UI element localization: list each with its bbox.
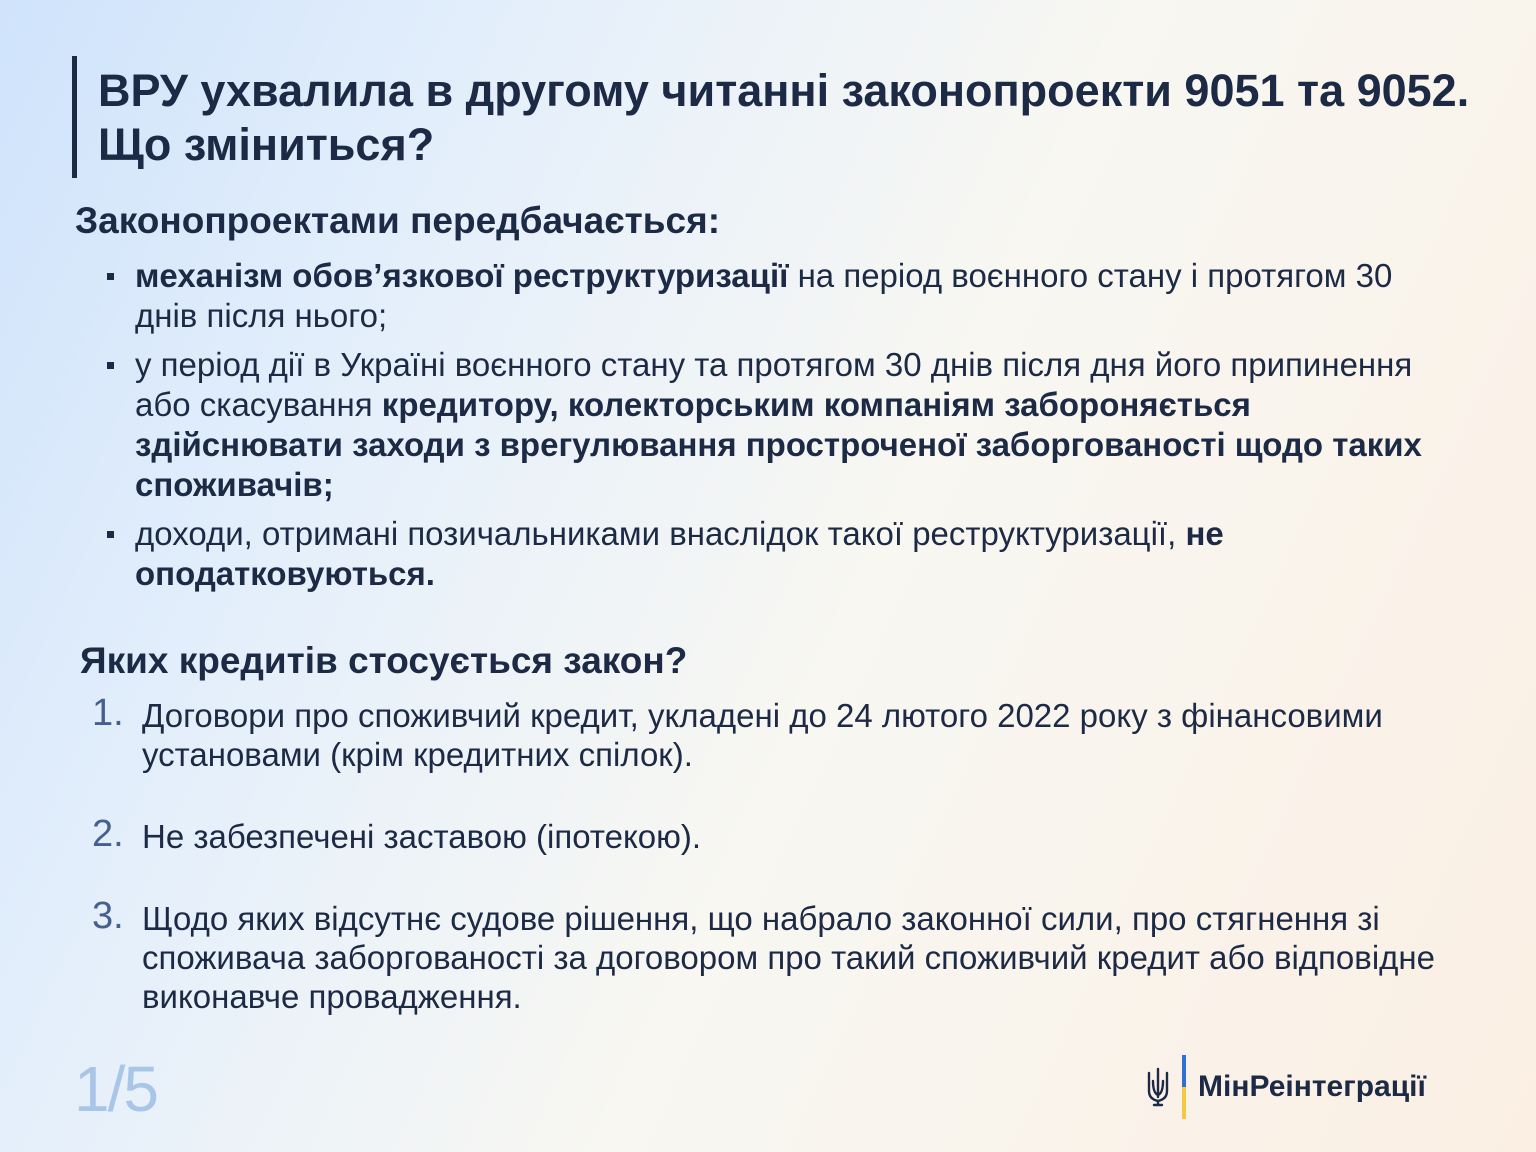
bullet-icon: [107, 273, 114, 280]
list-item: [100, 345, 1440, 505]
title-accent-bar: [72, 56, 77, 178]
page-title: ВРУ ухвалила в другому читанні законопроекти 9051 та 9052. Що зміниться?: [98, 65, 1470, 170]
trident-icon: [1144, 1067, 1172, 1107]
item-text: Щодо яких відсутнє судове рішення, що набрало законної сили, про стягнення зі споживача заборгованості за договором про такий споживчий кредит або відповідне виконавче провадження.: [142, 900, 1435, 1015]
ministry-logo: [1144, 1052, 1426, 1122]
flag-stripe: [1182, 1055, 1186, 1119]
item-number: 2.: [92, 813, 124, 855]
item-bold-text: не оподатковуються.: [135, 515, 1224, 592]
item-text: Не забезпечені заставою (іпотекою).: [142, 818, 702, 855]
page-indicator: 1/5: [74, 1053, 157, 1125]
item-text: на період воєнного стану і протягом 30 днів після нього;: [135, 257, 1393, 334]
item-text: доходи, отримані позичальниками внаслідок такої реструктуризації,: [135, 515, 1186, 552]
item-number: 1.: [92, 692, 124, 734]
list-item: [92, 692, 1452, 774]
item-text: Договори про споживчий кредит, укладені до 24 лютого 2022 року з фінансовими установами (крім кредитних спілок).: [142, 697, 1383, 773]
credits-list: [92, 692, 1452, 1016]
item-bold-text: механізм обов’язкової реструктуризації: [135, 257, 789, 294]
flag-yellow: [1182, 1087, 1186, 1119]
bullet-icon: [107, 531, 114, 538]
list-item: [100, 514, 1440, 594]
bullet-icon: [107, 362, 114, 369]
section-heading-credits: Яких кредитів стосується закон?: [80, 640, 688, 681]
item-text: у період дії в Україні воєнного стану та протягом 30 днів після дня його припинення або скасування: [135, 346, 1413, 423]
provisions-list: [100, 256, 1440, 603]
item-number: 3.: [92, 895, 124, 937]
flag-blue: [1182, 1055, 1186, 1087]
list-item: [100, 256, 1440, 336]
list-item: [92, 813, 1452, 856]
item-bold-text: кредитору, колекторським компаніям забороняється здійснювати заходи з врегулювання простроченої заборгованості щодо таких споживачів;: [135, 386, 1422, 503]
ministry-name: МінРеінтеграції: [1198, 1070, 1426, 1103]
list-item: [92, 895, 1452, 1016]
section-heading-provisions: Законопроектами передбачається:: [75, 200, 721, 241]
